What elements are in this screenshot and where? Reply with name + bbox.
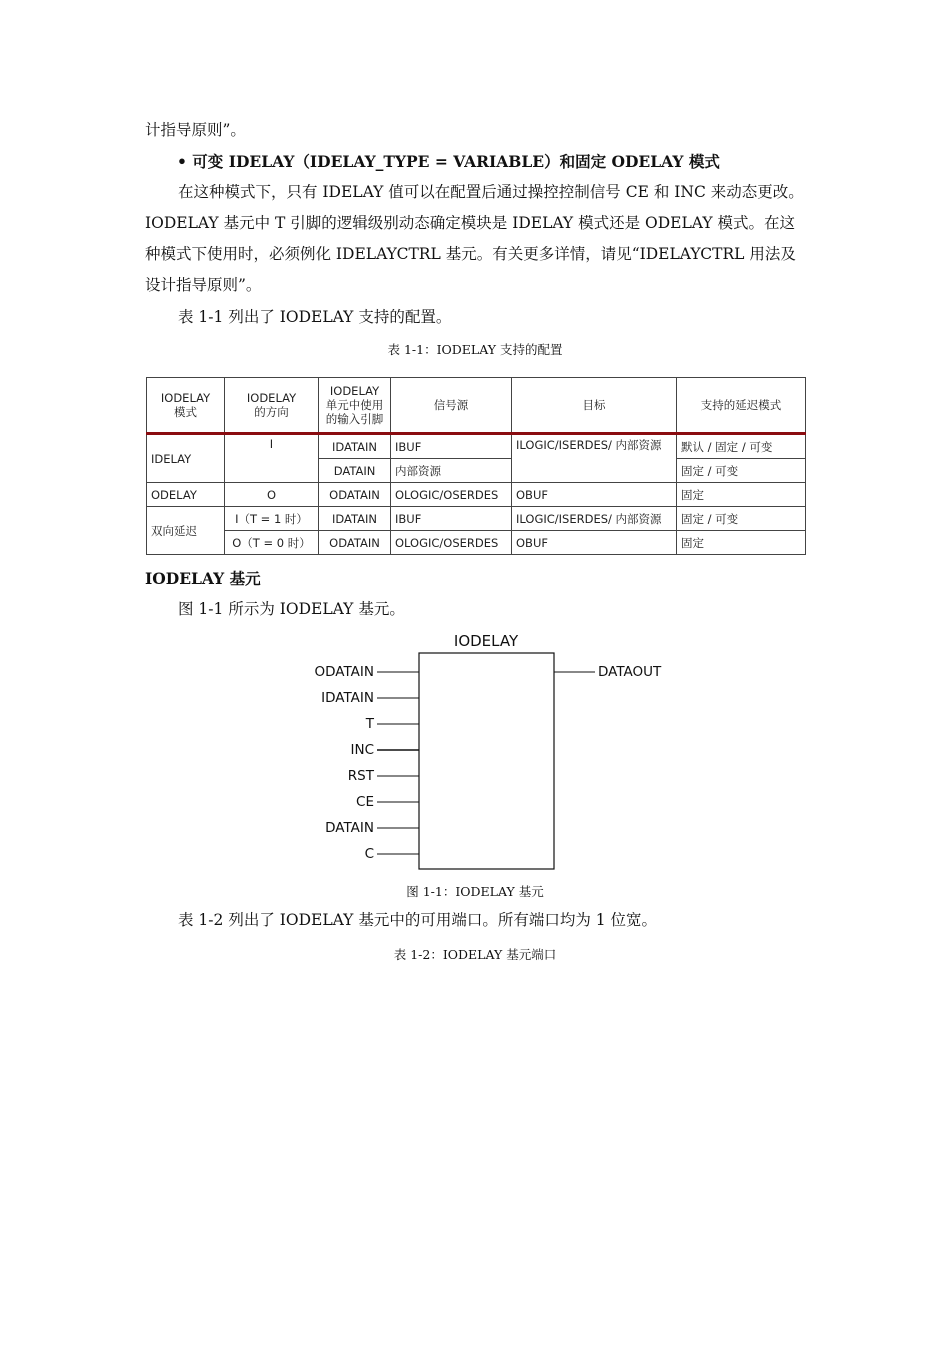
ports-intro: 表 1-2 列出了 IODELAY 基元中的可用端口。所有端口均为 1 位宽。 bbox=[178, 911, 658, 929]
pin-label-rst: RST bbox=[347, 768, 374, 784]
pin-label-t: T bbox=[365, 716, 374, 732]
pin-label-c: C bbox=[364, 846, 374, 862]
header-source: 信号源 bbox=[391, 378, 512, 434]
intro-tail: 计指导原则”。 bbox=[145, 121, 246, 139]
cell-target: ILOGIC/ISERDES/ 内部资源 bbox=[512, 507, 677, 531]
table-header-row bbox=[147, 378, 806, 434]
cell-input-pin: ODATAIN bbox=[319, 531, 391, 555]
mode-description: 在这种模式下，只有 IDELAY 值可以在配置后通过操控控制信号 CE 和 INC 来动态更改。IODELAY 基元中 T 引脚的逻辑级别动态确定模块是 IDELAY 模式还是 ODELAY 模式。在这种模式下使用时，必须例化 IDELAYCTRL 基元。有关更多详情，请见“IDELAYCTRL 用法及设计指导原则”。 bbox=[145, 183, 804, 294]
cell-delay-mode: 固定 / 可变 bbox=[677, 507, 806, 531]
header-input-pin: IODELAY 单元中使用 的输入引脚 bbox=[319, 378, 391, 434]
cell-source: OLOGIC/OSERDES bbox=[391, 483, 512, 507]
cell-input-pin: ODATAIN bbox=[319, 483, 391, 507]
figure-intro: 图 1-1 所示为 IODELAY 基元。 bbox=[178, 600, 405, 618]
cell-source: 内部资源 bbox=[391, 459, 512, 483]
cell-source: IBUF bbox=[391, 507, 512, 531]
section-title: IODELAY 基元 bbox=[145, 569, 261, 588]
table-row bbox=[147, 434, 806, 459]
cell-source: IBUF bbox=[391, 434, 512, 459]
iodelay-block-diagram bbox=[300, 628, 680, 876]
cell-input-pin: IDATAIN bbox=[319, 434, 391, 459]
table2-caption: 表 1-2：IODELAY 基元端口 bbox=[393, 947, 557, 962]
cell-direction: O bbox=[225, 483, 319, 507]
cell-target: OBUF bbox=[512, 531, 677, 555]
figure-caption: 图 1-1：IODELAY 基元 bbox=[406, 884, 544, 899]
pin-label-odatain: ODATAIN bbox=[314, 664, 374, 680]
block-title: IODELAY bbox=[453, 632, 519, 650]
table-row bbox=[147, 531, 806, 555]
cell-mode: IDELAY bbox=[147, 434, 225, 483]
table-intro: 表 1-1 列出了 IODELAY 支持的配置。 bbox=[178, 308, 452, 326]
header-delay-mode: 支持的延迟模式 bbox=[677, 378, 806, 434]
pin-label-dataout: DATAOUT bbox=[598, 664, 662, 680]
cell-direction: I（T = 1 时） bbox=[225, 507, 319, 531]
cell-delay-mode: 固定 bbox=[677, 483, 806, 507]
pin-label-inc: INC bbox=[350, 742, 374, 758]
cell-mode: ODELAY bbox=[147, 483, 225, 507]
cell-mode: 双向延迟 bbox=[147, 507, 225, 555]
cell-target: ILOGIC/ISERDES/ 内部资源 bbox=[512, 434, 677, 483]
config-table bbox=[146, 377, 806, 555]
cell-delay-mode: 默认 / 固定 / 可变 bbox=[677, 434, 806, 459]
cell-direction: I bbox=[225, 434, 319, 483]
cell-target: OBUF bbox=[512, 483, 677, 507]
cell-delay-mode: 固定 bbox=[677, 531, 806, 555]
pin-label-datain: DATAIN bbox=[325, 820, 374, 836]
pin-label-ce: CE bbox=[356, 794, 374, 810]
table-row bbox=[147, 483, 806, 507]
header-mode: IODELAY 模式 bbox=[147, 378, 225, 434]
table-row bbox=[147, 507, 806, 531]
cell-input-pin: IDATAIN bbox=[319, 507, 391, 531]
pin-label-idatain: IDATAIN bbox=[321, 690, 374, 706]
header-target: 目标 bbox=[512, 378, 677, 434]
table1-caption: 表 1-1：IODELAY 支持的配置 bbox=[387, 342, 563, 357]
mode-bullet-heading: • 可变 IDELAY（IDELAY_TYPE = VARIABLE）和固定 ODELAY 模式 bbox=[177, 152, 720, 171]
cell-input-pin: DATAIN bbox=[319, 459, 391, 483]
cell-source: OLOGIC/OSERDES bbox=[391, 531, 512, 555]
header-direction: IODELAY 的方向 bbox=[225, 378, 319, 434]
block-body bbox=[419, 653, 554, 869]
cell-direction: O（T = 0 时） bbox=[225, 531, 319, 555]
cell-delay-mode: 固定 / 可变 bbox=[677, 459, 806, 483]
